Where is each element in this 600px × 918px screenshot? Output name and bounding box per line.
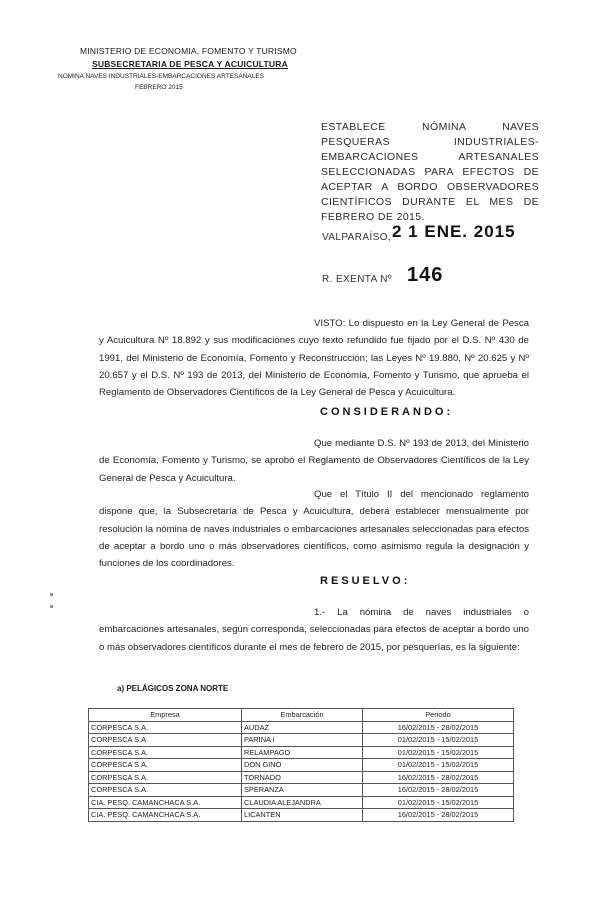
table-row bbox=[89, 734, 514, 747]
margin-mark bbox=[50, 605, 53, 608]
cell-periodo: 16/02/2015 - 28/02/2015 bbox=[363, 784, 514, 797]
cell-periodo: 01/02/2015 - 15/02/2015 bbox=[363, 746, 514, 759]
table-header-row bbox=[89, 709, 514, 722]
cell-empresa: CORPESCA S.A. bbox=[89, 721, 242, 734]
table-row bbox=[89, 771, 514, 784]
resuelvo-heading: RESUELVO: bbox=[320, 575, 411, 587]
col-header-empresa: Empresa bbox=[89, 709, 242, 722]
cell-embarcacion: CLAUDIA ALEJANDRA bbox=[242, 796, 363, 809]
cell-empresa: CORPESCA S.A. bbox=[89, 784, 242, 797]
considerando-heading: CONSIDERANDO: bbox=[320, 406, 454, 418]
col-header-periodo: Periodo bbox=[363, 709, 514, 722]
table-row bbox=[89, 784, 514, 797]
date-stamp: 2 1 ENE. 2015 bbox=[392, 222, 516, 241]
cell-periodo: 16/02/2015 - 28/02/2015 bbox=[363, 809, 514, 822]
col-header-embarcacion: Embarcación bbox=[242, 709, 363, 722]
subsecretaria-line: SUBSECRETARIA DE PESCA Y ACUICULTURA bbox=[92, 59, 288, 69]
nomina-table bbox=[88, 708, 514, 822]
cell-embarcacion: TORNADO bbox=[242, 771, 363, 784]
table-row bbox=[89, 721, 514, 734]
cell-embarcacion: LICANTEN bbox=[242, 809, 363, 822]
resolution-title: ESTABLECE NÓMINA NAVES PESQUERAS INDUSTRIALES-EMBARCACIONES ARTESANALES SELECCIONADAS PARA EFECTOS DE ACEPTAR A BORDO OBSERVADORES CIENTÍFICOS DURANTE EL MES DE FEBRERO DE 2015. bbox=[321, 121, 539, 223]
considerando-paragraph-1: Que mediante D.S. Nº 193 de 2013, del Ministerio de Economía, Fomento y Turismo, se aprobó el Reglamento de Observadores Científicos de la Ley General de Pesca y Acuicultura. bbox=[99, 438, 529, 484]
nomina-line: NOMINA NAVES INDUSTRIALES-EMBARCACIONES ARTESANALES bbox=[58, 73, 265, 80]
margin-mark bbox=[50, 593, 53, 596]
place: VALPARAÍSO, bbox=[322, 232, 392, 243]
ministry-line: MINISTERIO DE ECONOMIA, FOMENTO Y TURISMO bbox=[80, 46, 297, 56]
table-row bbox=[89, 746, 514, 759]
cell-periodo: 01/02/2015 - 15/02/2015 bbox=[363, 759, 514, 772]
cell-empresa: CIA. PESQ. CAMANCHACA S.A. bbox=[89, 809, 242, 822]
cell-embarcacion: DON GINO bbox=[242, 759, 363, 772]
cell-periodo: 01/02/2015 - 15/02/2015 bbox=[363, 796, 514, 809]
cell-periodo: 01/02/2015 - 15/02/2015 bbox=[363, 734, 514, 747]
cell-empresa: CIA. PESQ. CAMANCHACA S.A. bbox=[89, 796, 242, 809]
cell-embarcacion: AUDAZ bbox=[242, 721, 363, 734]
cell-empresa: CORPESCA S.A. bbox=[89, 746, 242, 759]
visto-paragraph: VISTO: Lo dispuesto en la Ley General de Pesca y Acuicultura Nº 18.892 y sus modificaciones cuyo texto refundido fue fijado por el D.S. Nº 430 de 1991, del Ministerio de Economía, Fomento y Reconstrucción; las Leyes Nº 19.880, Nº 20.625 y Nº 20.657 y el D.S. Nº 193 de 2013, del Ministerio de Economía, Fomento y Turismo, que aprueba el Reglamento de Observadores Científicos de la Ley General de Pesca y Acuicultura. bbox=[99, 318, 529, 399]
resolution-label: R. EXENTA Nº bbox=[322, 274, 392, 285]
resolution-number: 146 bbox=[407, 264, 444, 286]
considerando-paragraph-2: Que el Título II del mencionado reglamento dispone que, la Subsecretaría de Pesca y Acuicultura, deberá establecer mensualmente por resolución la nómina de naves industriales o embarcaciones artesanales seleccionadas para efectos de aceptar a bordo uno o más observadores científicos, como asimismo regula la designación y funciones de los coordinadores. bbox=[99, 489, 529, 570]
cell-periodo: 16/02/2015 - 28/02/2015 bbox=[363, 771, 514, 784]
resuelvo-paragraph-1: 1.- La nómina de naves industriales o embarcaciones artesanales, según corresponda, seleccionadas para efectos de aceptar a bordo uno o más observadores científicos durante el mes de febrero de 2015, por pesquerías, es la siguiente: bbox=[99, 607, 529, 653]
table-row bbox=[89, 809, 514, 822]
cell-periodo: 16/02/2015 - 28/02/2015 bbox=[363, 721, 514, 734]
cell-empresa: CORPESCA S.A. bbox=[89, 771, 242, 784]
cell-empresa: CORPESCA S.A. bbox=[89, 759, 242, 772]
section-a-heading: a) PELÁGICOS ZONA NORTE bbox=[117, 684, 229, 693]
table-row bbox=[89, 759, 514, 772]
cell-embarcacion: SPERANZA bbox=[242, 784, 363, 797]
cell-embarcacion: RELAMPAGO bbox=[242, 746, 363, 759]
table-row bbox=[89, 796, 514, 809]
cell-empresa: CORPESCA S.A. bbox=[89, 734, 242, 747]
cell-embarcacion: PARINA I bbox=[242, 734, 363, 747]
month-line: FEBRERO 2015 bbox=[135, 84, 183, 91]
